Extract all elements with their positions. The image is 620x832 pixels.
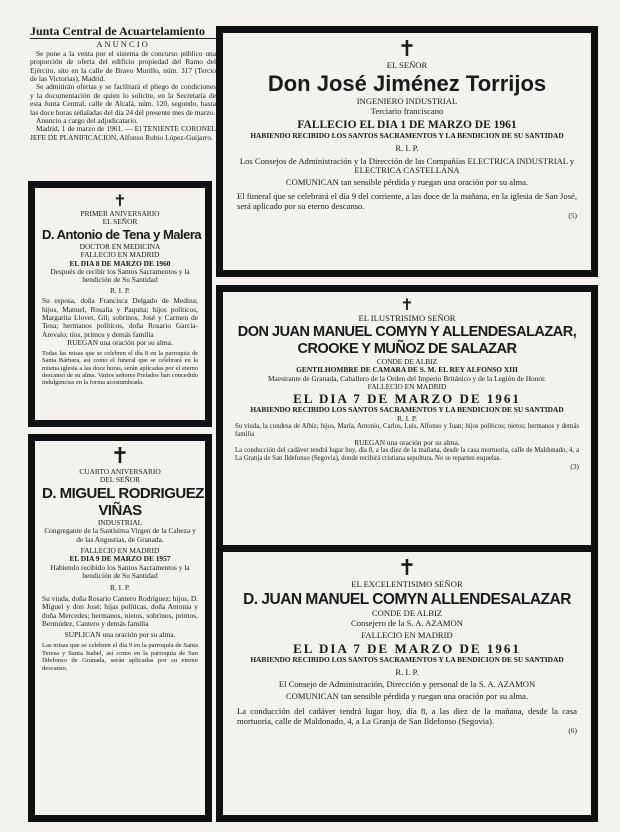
- rodriguez-profession: INDUSTRIAL: [97, 517, 143, 527]
- tena-profession: DOCTOR EN MEDICINA: [79, 241, 161, 251]
- comyn-family-died: FALLECIO EN MADRID: [367, 382, 447, 392]
- tena-sacraments: Después de recibir los Santos Sacramentos y la bendición de Su Santidad: [50, 267, 190, 285]
- jimenez-comunican: COMUNICAN tan sensible pérdida y ruegan una oración por su alma.: [285, 177, 529, 188]
- rodriguez-date: EL DIA 9 DE MARZO DE 1957: [69, 554, 171, 564]
- comyn-azamon-rip: R. I. P.: [395, 666, 419, 677]
- tena-name: D. Antonio de Tena y Malera: [42, 226, 202, 242]
- comyn-family-name-2: CROOKE Y MUÑOZ DE SALAZAR: [297, 340, 517, 357]
- rodriguez-sacraments: Habiendo recibido los Santos Sacramentos y la bendición de Su Santidad: [50, 562, 190, 581]
- jimenez-el-senor: EL SEÑOR: [386, 60, 428, 70]
- notice-header: Junta Central de Acuartelamiento: [30, 24, 216, 39]
- comyn-family-title: EL ILUSTRISIMO SEÑOR: [358, 313, 456, 323]
- notice-paragraph-1: Se pone a la venta por el sistema de concurso público una proporción de oferta del edificio propiedad del Ramo del Ejército, sito en la calle de Bravo Murillo, núm. 317 (Tercio de las Victorias), Madrid.: [30, 48, 216, 84]
- comyn-azamon-consejero: Consejero de la S. A. AZAMON: [351, 617, 463, 628]
- comyn-family-family: Su viuda, la condesa de Albiz; hijos, María, Antonio, Carlos, Luis, Alfonso y Juan; hijos políticos; nietos; hermanos y demás familia: [235, 423, 579, 439]
- comyn-azamon-comunican: COMUNICAN tan sensible pérdida y ruegan una oración por su alma.: [285, 691, 529, 702]
- obituary-rodriguez: [28, 434, 212, 822]
- tena-misas: Todas las misas que se celebren el día 8 en la parroquia de Santa Bárbara, así como el funeral que se celebrará en la misma iglesia a las doce horas, serán aplicadas por el eterno descanso de su alma. Varios señores Prelados han concedido indulgencias en la forma acostumbrada.: [42, 349, 198, 387]
- jimenez-profession: INGENIERO INDUSTRIAL: [356, 95, 458, 106]
- rodriguez-congregation: Congregante de la Santísima Virgen de la Cabeza y de las Angustias, de Granada.: [44, 526, 196, 544]
- rodriguez-subtitle: CUARTO ANIVERSARIO: [79, 467, 161, 476]
- cross-icon: ✝: [397, 556, 417, 581]
- notice-paragraph-4: Madrid, 1 de marzo de 1961. — El TENIENTE CORONEL JEFE DE PLANIFICACION, Alfonso Rubio López-Guijarro.: [30, 124, 216, 142]
- tena-died: FALLECIO EN MADRID: [80, 250, 160, 260]
- jimenez-sacraments: HABIENDO RECIBIDO LOS SANTOS SACRAMENTOS Y LA BENDICION DE SU SANTIDAD: [250, 131, 564, 141]
- obituary-tena: [28, 181, 212, 427]
- tena-ruegan: RUEGAN una oración por su alma.: [67, 338, 173, 348]
- notice-paragraph-2: Se admitirán ofertas y se facilitará el pliego de condiciones y la documentación de quien lo solicite, en la Secretaría de esta Junta Central, calle de Alcalá, núm. 120, segundo, hasta las doce horas señaladas del día 24 del presente mes de marzo.: [30, 82, 216, 117]
- comyn-family-date: EL DIA 7 DE MARZO DE 1961: [293, 391, 521, 407]
- jimenez-companies: Los Consejos de Administración y la Dirección de las Compañías ELECTRICA INDUSTRIAL y ELECTRICA CASTELLANA: [239, 155, 575, 176]
- cross-icon: ✝: [397, 37, 417, 62]
- comyn-azamon-died: FALLECIO EN MADRID: [361, 630, 453, 641]
- comyn-family-ref: (3): [570, 461, 579, 471]
- comyn-azamon-sacraments: HABIENDO RECIBIDO LOS SANTOS SACRAMENTOS Y LA BENDICION DE SU SANTIDAD: [250, 655, 564, 665]
- jimenez-name: Don José Jiménez Torrijos: [267, 70, 547, 96]
- cross-icon: ✝: [400, 295, 414, 314]
- comyn-family-conduccion: La conducción del cadáver tendrá lugar hoy, día 8, a las diez de la mañana, desde la casa mortuoria, calle de Maldonado, 4, a La Granja de San Ildefonso (Segovia), donde recibirá cristiana sepultura. No se reparten esquelas.: [235, 447, 579, 463]
- rodriguez-rip: R. I. P.: [110, 582, 130, 592]
- tena-el-senor: EL SEÑOR: [102, 217, 138, 227]
- comyn-family-office: GENTILHOMBRE DE CAMARA DE S. M. EL REY ALFONSO XIII: [296, 365, 518, 375]
- tena-subtitle: PRIMER ANIVERSARIO: [80, 209, 160, 218]
- rodriguez-died: FALLECIO EN MADRID: [80, 546, 160, 556]
- jimenez-funeral: El funeral que se celebrará el día 9 del corriente, a las doce de la mañana, en la iglesia de San José, será aplicado por su eterno descanso.: [237, 190, 577, 211]
- rodriguez-family: Su viuda, doña Rosario Cantero Rodríguez; hijos, D. Miguel y don José; hijas políticas, doña Antonia y doña Mercedes; hermanos, nietos, sobrinos, primos, Bermúdez, Cantero y demás familia: [42, 594, 199, 629]
- comyn-family-sacraments: HABIENDO RECIBIDO LOS SANTOS SACRAMENTOS Y LA BENDICION DE SU SANTIDAD: [250, 405, 564, 415]
- comyn-azamon-consejo: El Consejo de Administración, Dirección y personal de la S. A. AZAMON: [278, 679, 536, 690]
- comyn-azamon-conduccion: La conducción del cadáver tendrá lugar hoy, día 8, a las diez de la mañana, desde la casa mortuoria, calle de Maldonado, 4, a La Granja de San Ildefonso (Segovia).: [237, 705, 577, 726]
- comyn-family-rip: R. I. P.: [397, 413, 417, 423]
- cross-icon: ✝: [110, 444, 130, 469]
- comyn-azamon-date: EL DIA 7 DE MARZO DE 1961: [293, 641, 521, 657]
- comyn-family-ruegan: RUEGAN una oración por su alma.: [354, 437, 460, 447]
- notice-column: [30, 24, 216, 142]
- tena-rip: R. I. P.: [110, 285, 130, 295]
- obituary-jimenez: [216, 26, 598, 277]
- obituary-comyn-azamon: [216, 545, 598, 822]
- comyn-azamon-conde: CONDE DE ALBIZ: [371, 607, 443, 618]
- comyn-azamon-title: EL EXCELENTISIMO SEÑOR: [351, 579, 463, 589]
- rodriguez-name-2: VIÑAS: [98, 501, 142, 519]
- rodriguez-el-senor: DEL SEÑOR: [99, 475, 141, 485]
- notice-heading: ANUNCIO: [96, 39, 150, 49]
- tena-date: EL DIA 8 DE MARZO DE 1960: [69, 258, 171, 268]
- notice-paragraph-3: Anuncio a cargo del adjudicatario.: [36, 116, 138, 126]
- rodriguez-suplican: SUPLICAN una oración por su alma.: [64, 629, 176, 639]
- cross-icon: ✝: [113, 191, 127, 210]
- obituary-comyn-family: [216, 285, 598, 557]
- comyn-azamon-ref: (6): [568, 725, 577, 735]
- comyn-azamon-name: D. JUAN MANUEL COMYN ALLENDESALAZAR: [243, 590, 571, 608]
- jimenez-ref: (5): [568, 210, 577, 220]
- rodriguez-name-1: D. MIGUEL RODRIGUEZ: [42, 484, 204, 502]
- jimenez-tertiary: Terciario franciscano: [370, 105, 444, 116]
- comyn-family-name-1: DON JUAN MANUEL COMYN Y ALLENDESALAZAR,: [237, 323, 577, 340]
- jimenez-date: FALLECIO EL DIA 1 DE MARZO DE 1961: [297, 119, 517, 132]
- comyn-family-honors: Maestrante de Granada, Caballero de la Orden del Imperio Británico y de la Legión de Honor.: [267, 373, 547, 383]
- tena-family: Su esposa, doña Francisca Delgado de Medina; hijos, Manuel, Rosalía y Paquita; hijos políticos, Margarita Llovet, Gil; sobrinos, José y Carmen de Tena; hermanos políticos, doña Rosario García-Arevalo; tíos, primos y demás familia: [42, 296, 198, 339]
- rodriguez-misas: Las misas que se celebren el día 9 en la parroquia de Santa Teresa y Santa Isabel, así como en la parroquia de San Ildefonso de Granada, serán aplicadas por su eterno descanso.: [42, 642, 198, 672]
- jimenez-rip: R. I. P.: [395, 142, 419, 153]
- comyn-family-conde: CONDE DE ALBIZ: [376, 356, 438, 366]
